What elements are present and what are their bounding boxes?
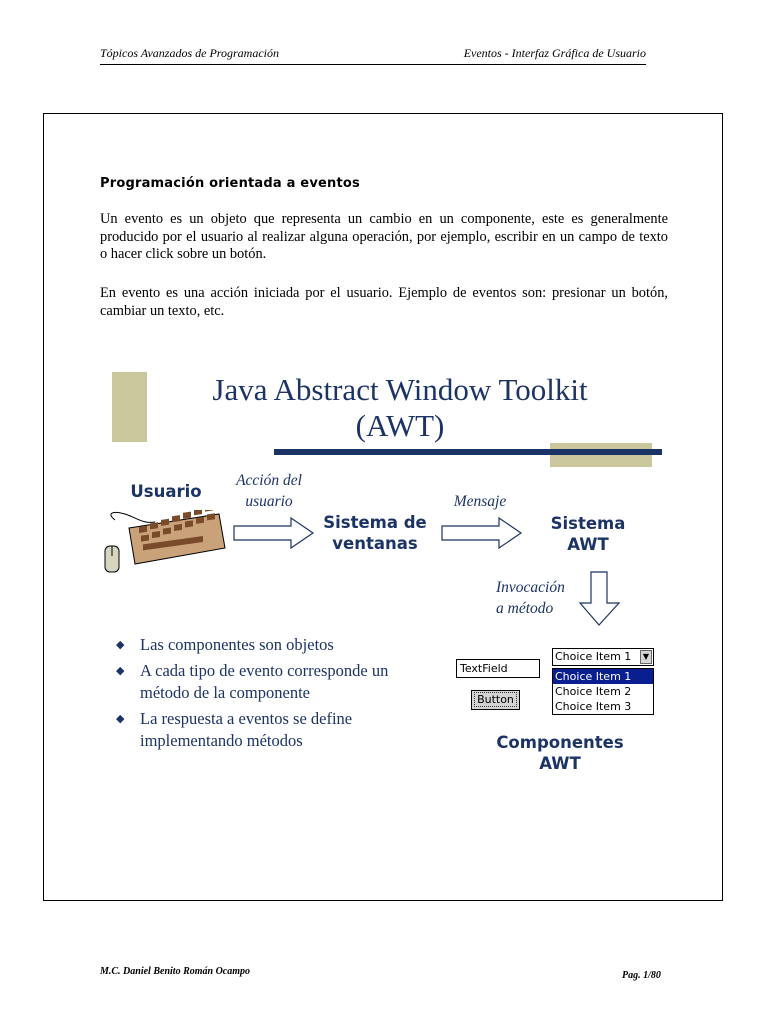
arrow-down-icon xyxy=(579,571,621,627)
footer-page-number: Pag. 1/80 xyxy=(622,970,661,981)
window-system-label xyxy=(314,512,436,554)
slide-title-line2: (AWT) xyxy=(355,408,445,443)
bullet-item: ◆ Las componentes son objetos xyxy=(116,635,334,654)
sample-button-label: Button xyxy=(477,693,514,706)
user-action-label-line2: usuario xyxy=(245,493,293,510)
choice-list-item: Choice Item 1 xyxy=(553,669,653,684)
bullet-item: ◆ La respuesta a eventos se define implementando métodos xyxy=(116,709,353,750)
slide-accent-block-right xyxy=(550,443,652,467)
awt-system-label-line1: Sistema xyxy=(550,514,626,533)
message-label: Mensaje xyxy=(453,493,507,510)
method-invocation-label xyxy=(496,577,582,619)
components-label xyxy=(478,732,642,774)
arrow-right-icon-1 xyxy=(233,517,315,549)
awt-system-label xyxy=(538,513,638,555)
sample-choice-list xyxy=(552,668,654,715)
keyboard-mouse-icon xyxy=(103,510,228,576)
slide-title-rule xyxy=(274,449,662,455)
components-label-line1: Componentes xyxy=(496,733,624,752)
paragraph-event-definition: Un evento es un objeto que representa un cambio en un componente, este es generalmente producido por el usuario al realizar alguna operación, por ejemplo, escribir en un campo de texto o hacer click sobre un botón. xyxy=(100,211,668,262)
bullet-diamond-icon: ◆ xyxy=(116,665,125,677)
slide-title xyxy=(160,372,640,444)
bullet-diamond-icon: ◆ xyxy=(116,713,125,725)
user-action-label xyxy=(222,470,316,512)
sample-button xyxy=(471,690,520,710)
sample-textfield: TextField xyxy=(456,659,540,678)
header-chapter-title: Eventos - Interfaz Gráfica de Usuario xyxy=(463,46,646,60)
awt-system-label-line2: AWT xyxy=(567,535,609,554)
window-system-label-line1: Sistema de xyxy=(323,513,427,532)
slide-bullet-list xyxy=(116,634,436,756)
section-title: Programación orientada a eventos xyxy=(100,176,360,191)
components-label-line2: AWT xyxy=(539,754,581,773)
slide-title-line1: Java Abstract Window Toolkit xyxy=(212,372,588,407)
window-system-label-line2: ventanas xyxy=(332,534,418,553)
footer-author: M.C. Daniel Benito Román Ocampo xyxy=(100,966,251,977)
sample-choice xyxy=(552,648,654,666)
user-label: Usuario xyxy=(130,482,202,501)
bullet-item: ◆ A cada tipo de evento corresponde un método de la componente xyxy=(116,661,389,702)
page-header xyxy=(100,46,646,65)
arrow-right-icon-2 xyxy=(441,517,523,549)
method-invocation-label-line2: a método xyxy=(496,600,554,617)
choice-list-item: Choice Item 2 xyxy=(555,685,632,698)
paragraph-event-examples: En evento es una acción iniciada por el usuario. Ejemplo de eventos son: presionar un botón, cambiar un texto, etc. xyxy=(100,285,668,319)
bullet-diamond-icon: ◆ xyxy=(116,639,125,651)
chevron-down-icon: ▼ xyxy=(640,650,652,664)
choice-list-item: Choice Item 3 xyxy=(555,700,632,713)
sample-choice-value: Choice Item 1 xyxy=(555,650,632,663)
method-invocation-label-line1: Invocación xyxy=(496,579,565,596)
user-action-label-line1: Acción del xyxy=(236,472,302,489)
header-course-title: Tópicos Avanzados de Programación xyxy=(100,46,279,60)
slide-accent-block-left xyxy=(112,372,147,442)
